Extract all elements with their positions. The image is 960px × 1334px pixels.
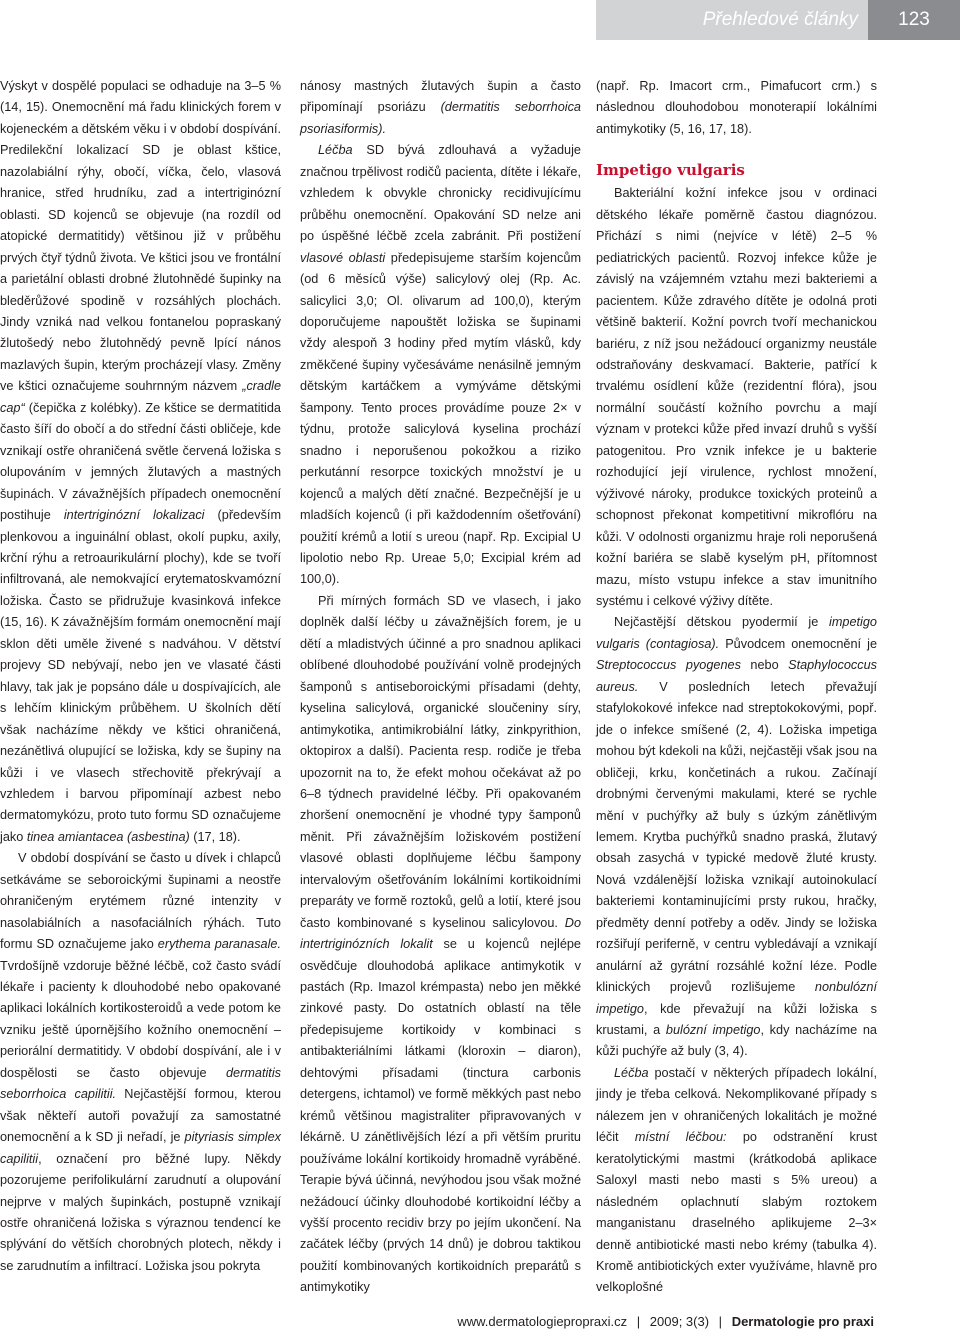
text-run: , kde převažují na kůži ložiska s krustami, a <box>596 1001 877 1038</box>
text-run: Při mírných formách SD ve vlasech, i jako doplněk další léčby u závažnějších forem, je u dětí a mladistvých účinné a pro snadnou aplikaci oblíbené dlouhodobé používání volně prodejných šamponů s antiseboroickými přísadami (dehty, kyselina salicylová, organické sloučeniny síry, antimykotika, antimikrobiální látky, zinkpyrithion, oktopirox a další). Pacienta resp. rodiče je třeba upozornit na to, že efekt mohou očekávat až po 6–8 týdnech pravidelné léčby. Při opakovaném zhoršení onemocnění je vhodné typy šamponů měnit. Při závažnějším ložiskovém postižení vlasové oblasti doplňujeme léčbu šampony intervalovým ošetřováním lokálními kortikoidními preparáty ve formě roztoků, gelů a lotií, které jsou často kombinované s kyselinou salicylovou. <box>300 593 581 930</box>
text-run: (především plenkovou a inguinální oblast, okolí pupku, axily, krční rýhu a retroaurikulární plochy), kde se tvoří infiltrovaná, ale nemokvající erytematoskvamózní ložiska. Často se přidružuje kvasinková infekce (15, 16). K závažnějším formám onemocnění mají sklon děti uměle živené s nadváhou. V dětství projevy SD nebývají, nebo jen ve vlasaté části hlavy, tak jak je popsáno dále u dospívajících, ale s lehčím klinickým průběhem. U školních dětí však nacházíme někdy ve kštici ohraničená, nezánětlivá olupující se ložiska, kdy se šupiny na kůži i ve vlasech střechovitě překrývají a vzhledem i barvou připomínají azbest nebo dermatomykózu, proto tuto formu SD označujeme jako <box>0 508 282 844</box>
body-paragraph <box>300 76 581 140</box>
italic-text: (dermatitis seborrhoica psoriasiformis). <box>300 100 581 136</box>
text-column-2 <box>300 76 581 1299</box>
italic-text: Léčba <box>318 143 353 158</box>
text-run: , kdy nacházíme na kůži puchýře až buly (3, 4). <box>596 1023 877 1059</box>
text-run: Nejčastější dětskou pyodermií je <box>614 615 830 630</box>
italic-text: místní léčbou: <box>634 1130 727 1145</box>
italic-text: Streptococcus pyogenes <box>596 658 741 673</box>
body-paragraph <box>596 183 877 612</box>
italic-text: impetigo vulgaris (contagiosa). <box>596 615 877 651</box>
text-run: V posledních letech převažují stafylokokové infekce nad streptokokovými, popř. jde o infekce smíšené (2, 4). Ložiska impetiga mohou být kdekoli na kůži, nejčastěji však jsou na obličeji, krku, končetinách a rukou. Začínají drobnými červenými makulami, které se rychle mění v puchýřky až buly s úzkým zánětlivým lemem. Krytba puchýřků snadno praská, žlutavý obsah zasychá v typické medově žluté krusty. Nová vzdálenější ložiska vznikají autoinokulací bakteriemi kontaminujícími prsty rukou, hračky, předměty denní potřeby a oděv. Jindy se ložiska rozšiřují periferně, v centru vybledávají a vznikají anulární až gyrátní rozsáhlé kožní léze. Podle klinických projevů rozlišujeme <box>596 679 877 995</box>
text-run: V období dospívání se často u dívek i chlapců setkáváme se seboroickými šupinami a neostře ohraničeným erytémem různé intenzity v nasolabiálních a nasofaciálních rýhách. Tuto formu SD označujeme jako <box>0 851 281 952</box>
text-run: SD bývá zdlouhavá a vyžaduje značnou trpělivost rodičů pacienta, dítěte i lékaře, vzhledem k obvykle chronicky recidivujícímu průběhu onemocnění. Opakování SD nelze ani po úspěšné léčbě zcela zabránit. Při postižení <box>300 143 581 244</box>
text-run: (17, 18). <box>189 829 241 844</box>
text-run: se u kojenců nejlépe osvědčuje dlouhodobá aplikace antimykotik v pastách (Rp. Imazol krémpasta) nebo jen měkké zinkové pasty. Do ostatních oblastí na těle předepisujeme kortikoidy v kombinaci s antibakteriálními látkami (kloroxin – diaron), dehtovými přísadami (tinctura carbonis detergens, ichtamol) ve formě měkkých past nebo krémů většinou magistraliter připravovaných v lékárně. U zánětlivějších lézí a při větším pruritu používáme lokální kortikoidy hromadně vyráběné. Terapie bývá účinná, nevýhodou jsou však možné nežádoucí účinky dlouhodobé kortikoidní léčby a vyšší procento recidiv brzy po jejím ukončení. Na začátek léčby (prvých 14 dnů) je dobrou taktikou použití kombinovaných kortikoidních preparátů s antimykotiky <box>300 937 581 1295</box>
italic-text: vlasové oblasti <box>300 250 386 265</box>
body-paragraph <box>0 76 281 848</box>
text-run: postačí v některých případech lokální, jindy je třeba celková. Nekomplikované případy s nálezem jen v ohraničených lokalitách je možné léčit <box>596 1065 877 1145</box>
italic-text: bulózní impetigo <box>665 1023 761 1038</box>
text-column-1 <box>0 76 281 1277</box>
body-paragraph <box>596 1063 877 1299</box>
footer-separator: | <box>718 1314 723 1329</box>
text-run: Tvrdošíjně vzdoruje běžné léčbě, což často svádí lékaře i pacienty k dlouhodobé nebo opakované aplikaci lokálních kortikosteroidů a vede potom ke vzniku ještě úpornějšího kožního onemocnění – periorální dermatitidy. V období dospívání, ale i v dospělosti se často objevuje <box>0 958 281 1080</box>
footer-issue: 2009; 3(3) <box>649 1314 710 1329</box>
body-paragraph <box>596 76 877 140</box>
italic-text: pityriasis simplex capilitii <box>0 1130 281 1166</box>
text-run: , označení pro běžné lupy. Někdy pozorujeme perifolikulární zarudnutí a olupování nejprve v malých šupinkách, postupně vznikají ostře ohraničená ložiska s výraznou tendencí ke splývání do větších chorobných plotech, někdy i se zarudnutím a infiltrací. Ložiska jsou pokryta <box>0 1151 281 1273</box>
italic-text: tinea amiantacea (asbestina) <box>26 829 190 844</box>
page-number: 123 <box>868 0 960 40</box>
body-paragraph <box>300 140 581 591</box>
italic-text: Staphylococcus aureus. <box>596 658 877 694</box>
text-run: po odstranění krust keratolytickými mastmi (krátkodobá aplikace Saloxyl masti nebo masti s 5% ureou) a následném oplachnutí slabým roztokem manganistanu draselného aplikujeme 2–3× denně antibiotické masti nebo krémy (tabulka 4). Kromě antibiotických exter využíváme, hlavně pro velkoplošné <box>596 1130 877 1295</box>
footer-separator: | <box>636 1314 641 1329</box>
text-run: nánosy mastných žlutavých šupin a často připomínají psoriázu <box>300 79 581 115</box>
italic-text: nonbulózní impetigo <box>596 980 877 1016</box>
italic-text: Léčba <box>614 1065 649 1080</box>
body-paragraph <box>596 612 877 1063</box>
text-run: předepisujeme starším kojencům (od 6 měsíců výše) salicylový olej (Rp. Ac. salicylici 3,0; Ol. olivarum ad 100,0), kterým doporučujeme napouštět ložiska se šupinami vždy alespoň 3 hodiny před mytím vlásků, kdy změkčené šupiny vyčesáváme nenásilně jemným dětským kartáčkem a vymýváme dětskými šampony. Tento proces provádíme pouze 2× v týdnu, protože salicylová kyselina prochází snadno i neporušenou pokožkou a riziko perkutánní resorpce toxických množství je u kojenců a malých dětí značné. Bezpečnější je u mladších kojenců (i při každodenním ošetřování) použití krémů a lotií s ureou (např. Rp. Excipial U lipolotio nebo Rp. Ureae 5,0; Excipial krém ad 100,0). <box>300 250 582 587</box>
text-column-3 <box>596 76 877 1299</box>
footer-journal: Dermatologie pro praxi <box>731 1314 874 1329</box>
text-run: Původcem onemocnění je <box>719 636 877 651</box>
italic-text: intertriginózní lokalizaci <box>63 508 205 523</box>
section-label: Přehledové články <box>596 0 868 40</box>
italic-text: Do intertriginózních lokalit <box>300 915 581 952</box>
text-run: Bakteriální kožní infekce jsou v ordinaci dětského lékaře poměrně častou diagnózou. Přichází s nimi (nejvíce v létě) 2–5 % pediatrických pacientů. Rozvoj infekce kůže je závislý na vzájemném vztahu mezi bakteriemi a pacientem. Kůže zdravého dítěte je odolná proti většině bakterií. Kožní povrch tvoří mechanickou bariéru, z níž jsou nežádoucí organizmy neustále odstraňovány deskvamací. Bakterie, patřící k trvalému osídlení kůže (rezidentní flóra), jsou normální součástí kožního povrchu a mají význam v protekci kůže před invazí druhů s vyšší patogenitou. Pro vznik infekce je u bakterie rozhodující její virulence, rychlost množení, výživové nároky, produkce toxických proteinů a schopnost překonat kompetitivní mikroflóru na kůži. V odolnosti organizmu hraje roli neporušená kožní bariéra se slabě kyselým pH, přítomnost mazu, místo vstupu infekce a stav imunitního systému i celkové výživy dítěte. <box>596 186 877 608</box>
page-footer <box>300 1313 874 1331</box>
text-run: Výskyt v dospělé populaci se odhaduje na 3–5 % (14, 15). Onemocnění má řadu klinických forem v kojeneckém a dětském věku i v období dospívání. Predilekční lokalizací SD je oblast kštice, nazolabiální rýhy, obočí, víčka, čelo, vlasová hranice, střed hrudníku, zad a intertriginózní oblasti. SD kojenců se objevuje (na rozdíl od atopické dermatitidy) většinou již v průběhu prvých čtyř týdnů života. Ve kštici jsou ve frontální a parietální oblasti drobné žlutohnědé šupinky na bleděrůžové spodině v rozsáhlých plochách. Jindy vzniká nad velkou fontanelou popraskaný žlutošedý nebo žlutohnědý pevně lpící nános mazlavých šupin, kterým procházejí vlasy. Změny ve kštici označujeme souhrnným názvem <box>0 79 281 394</box>
text-run: nebo <box>740 658 789 673</box>
body-paragraph <box>300 591 581 1299</box>
italic-text: dermatitis seborrhoica capilitii. <box>0 1065 281 1102</box>
body-paragraph <box>0 848 281 1277</box>
text-run: Nejčastější formou, kterou však někteří autoři považují za samostatné onemocnění a k SD ji neřadí, je <box>0 1087 281 1145</box>
text-run: (čepička z kolébky). Ze kštice se dermatitida často šíří do obočí a do střední části obličeje, kde vznikají ostře ohraničená světle červená ložiska s olupováním v jemných žlutavých a mastných šupinách. V závažnějších případech onemocnění postihuje <box>0 400 281 523</box>
footer-website[interactable]: www.dermatologiepropraxi.cz <box>457 1314 628 1329</box>
running-header <box>596 0 960 40</box>
text-run: (např. Rp. Imacort crm., Pimafucort crm.) s následnou dlouhodobou monoterapií lokálními antimykotiky (5, 16, 17, 18). <box>596 79 877 136</box>
section-heading: Impetigo vulgaris <box>596 161 745 180</box>
italic-text: erythema paranasale. <box>157 937 282 952</box>
italic-text: „cradle cap“ <box>0 379 281 415</box>
